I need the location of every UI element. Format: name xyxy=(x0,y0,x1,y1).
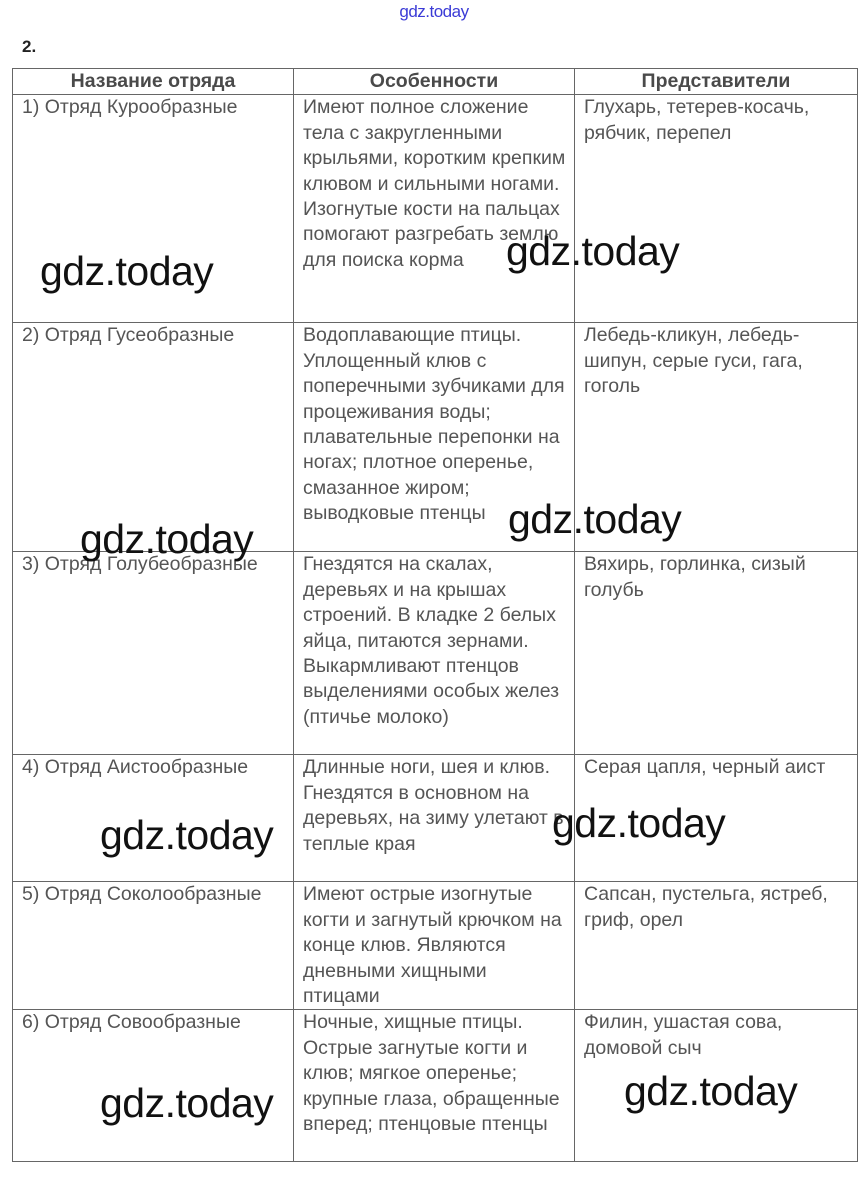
table-row xyxy=(13,552,858,755)
representatives-cell: Вяхирь, горлинка, сизый голубь xyxy=(575,552,858,755)
representatives-cell: Сапсан, пустельга, ястреб, гриф, орел xyxy=(575,882,858,1010)
order-name-cell: 6) Отряд Совообразные xyxy=(13,1010,294,1162)
order-name-cell: 2) Отряд Гусеобразные xyxy=(13,323,294,552)
representatives-cell: Филин, ушастая сова, домовой сыч xyxy=(575,1010,858,1162)
table-row xyxy=(13,882,858,1010)
order-name-cell: 5) Отряд Соколообразные xyxy=(13,882,294,1010)
representatives-cell: Лебедь-кликун, лебедь-шипун, серые гуси, гага, гоголь xyxy=(575,323,858,552)
table-header-row xyxy=(13,69,858,95)
order-name-cell: 4) Отряд Аистообразные xyxy=(13,755,294,882)
features-cell: Ночные, хищные птицы. Острые загнутые когти и клюв; мягкое оперенье; крупные глаза, обращенные вперед; птенцовые птенцы xyxy=(294,1010,575,1162)
task-number: 2. xyxy=(22,37,37,56)
watermark: gdz.today xyxy=(100,812,274,858)
watermark: gdz.today xyxy=(508,496,682,542)
header-representatives: Представители xyxy=(575,69,858,95)
representatives-cell: Глухарь, тетерев-косачь, рябчик, перепел xyxy=(575,95,858,323)
watermark: gdz.today xyxy=(100,1080,274,1126)
features-cell: Водоплавающие птицы. Уплощенный клюв с поперечными зубчиками для процеживания воды; плавательные перепонки на ногах; плотное оперенье, смазанное жиром; выводковые птенцы xyxy=(294,323,575,552)
watermark: gdz.today xyxy=(552,800,726,846)
order-name-cell: 3) Отряд Голубеобразные xyxy=(13,552,294,755)
features-cell: Имеют острые изогнутые когти и загнутый крючком на конце клюв. Являются дневными хищными птицами xyxy=(294,882,575,1010)
watermark: gdz.today xyxy=(80,516,254,562)
header-features: Особенности xyxy=(294,69,575,95)
watermark: gdz.today xyxy=(40,248,214,294)
order-name-cell: 1) Отряд Курообразные xyxy=(13,95,294,323)
watermark: gdz.today xyxy=(506,228,680,274)
header-order-name: Название отряда xyxy=(13,69,294,95)
representatives-cell: Серая цапля, черный аист xyxy=(575,755,858,882)
features-cell: Длинные ноги, шея и клюв. Гнездятся в основном на деревьях, на зиму улетают в теплые края xyxy=(294,755,575,882)
bird-orders-table xyxy=(12,68,858,1162)
features-cell: Имеют полное сложение тела с закругленными крыльями, коротким крепким клювом и сильными ногами. Изогнутые кости на пальцах помогают разгребать землю для поиска корма xyxy=(294,95,575,323)
features-cell: Гнездятся на скалах, деревьях и на крышах строений. В кладке 2 белых яйца, питаются зернами. Выкармливают птенцов выделениями особых желез (птичье молоко) xyxy=(294,552,575,755)
site-logo: gdz.today xyxy=(399,2,469,21)
watermark: gdz.today xyxy=(624,1068,798,1114)
